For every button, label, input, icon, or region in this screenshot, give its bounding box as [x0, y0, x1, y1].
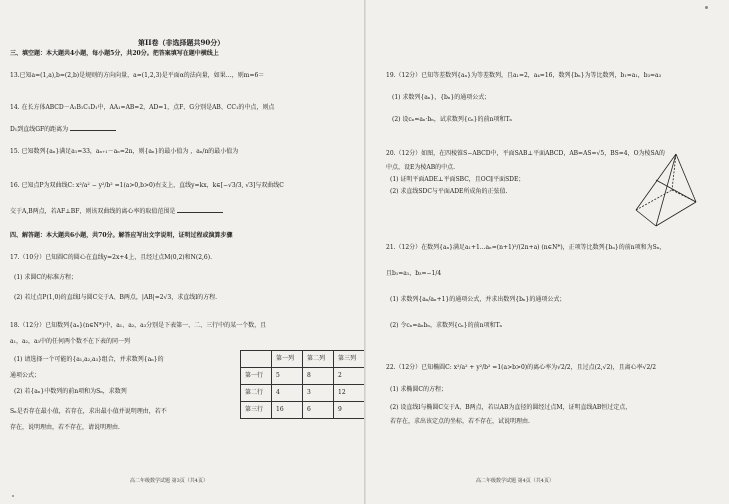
question-18-part2: (2) 若{aₙ}中数列的前n项和为Sₙ，求数列 [14, 388, 127, 395]
data-table [240, 350, 365, 419]
pyramid-figure [630, 150, 702, 236]
scan-speck [705, 6, 708, 9]
left-page [0, 0, 364, 504]
scan-speck [12, 495, 14, 497]
question-22: 22.（12分）已知椭圆C: x²/a² + y²/b² =1(a>b>0)的离心率为√2/2，且过点(2,√2)，且离心率√2/2 [386, 364, 657, 371]
table-header-row [241, 351, 365, 368]
table-cell: 2 [334, 368, 365, 385]
question-21-part2: (2) 令cₙ=aₙbₙ，求数列{cₙ}的前n项和Tₙ [390, 322, 503, 329]
question-18-part2-cont: Sₙ是否存在最小值，若存在，求出最小值并说明理由，若不 [10, 408, 167, 415]
question-21-line2: 且b₁=a₁，b₃=−1/4 [386, 270, 442, 277]
table-row [241, 402, 365, 419]
question-19-part1: (1) 求数列{aₙ}，{bₙ}的通项公式； [392, 94, 491, 101]
question-18-part1-cont: 通项公式； [10, 372, 41, 379]
table-cell: 5 [272, 368, 303, 385]
question-16-line2 [10, 206, 223, 216]
question-22-part2-cont: 若存在，求出该定点的坐标，若不存在，试说明理由. [390, 418, 530, 425]
question-14-text: D₁到直线GF的距离为 [10, 126, 69, 133]
table-cell: 6 [303, 402, 334, 419]
question-20-part2: (2) 求直线SDC与平面ADE所成角的正弦值. [390, 188, 508, 195]
question-19-part2: (2) 设cₙ=aₙ·bₙ，试求数列{cₙ}的前n项和Tₙ [392, 116, 512, 123]
question-22-part1: (1) 求椭圆C的方程； [390, 386, 447, 393]
table-header-cell: 第二列 [303, 351, 334, 368]
question-17-part1: (1) 求圆C的标准方程； [14, 274, 77, 281]
table-cell: 第三行 [241, 402, 272, 419]
table-cell: 9 [334, 402, 365, 419]
part4-heading: 四、解答题：本大题共6小题，共70分。解答应写出文字说明，证明过程或演算步骤 [10, 232, 233, 239]
question-19: 19.（12分）已知等差数列{aₙ}为等差数列，且a₁=2，a₄=16，数列{bₙ}为等比数列，b₁=a₁，b₃=a₃ [386, 72, 662, 79]
answer-blank [177, 206, 223, 213]
section-title: 第II卷（非选择题共90分） [138, 38, 225, 47]
question-15: 15. 已知数列{aₙ}满足a₁=33，aₙ₊₁－aₙ=2n，则{aₙ}的最小值为 ，aₙ/n的最小值为 [10, 148, 239, 155]
question-14-line1: 14. 在长方体ABCD－A₁B₁C₁D₁中，AA₁=AB=2，AD=1，点F、G分别是AB、CC₁的中点，则点 [10, 104, 275, 111]
right-page [366, 0, 729, 504]
table-header-cell [241, 351, 272, 368]
question-18-line2: a₁，a₂，a₃中的任何两个数不在下表的同一列 [10, 338, 130, 345]
table-cell: 3 [303, 385, 334, 402]
table-cell: 12 [334, 385, 365, 402]
question-20-line2: 中点，设E为棱AB的中点. [386, 164, 456, 171]
table-cell: 第二行 [241, 385, 272, 402]
table-row [241, 385, 365, 402]
part3-heading: 三、填空题：本大题共4小题，每小题5分，共20分。把答案填写在题中横线上 [10, 50, 219, 57]
question-13: 13.已知a=(1,a),b=(2,b)是规则的方向向量，a=(1,2,3)是平面α的法向量，如果…，则m=6＝ [10, 72, 265, 79]
question-20: 20.（12分）如图，在四棱锥S−ABCD中，平面SAB⊥平面ABCD，AB=AS=√5，BS=4，O为棱SA的 [386, 150, 665, 157]
table-header-cell: 第三列 [334, 351, 365, 368]
question-14-line2 [10, 124, 116, 134]
question-18: 18.（12分）已知数列{aₙ}(n∈N*)中，a₁，a₂，a₃分别是下表第一、二、三行中的某一个数，且 [10, 322, 267, 329]
question-20-part1: (1) 证明平面ADE⊥平面SBC，且OC∥平面SDE； [390, 176, 525, 183]
table-row [241, 368, 365, 385]
page-footer: 高二年级数学试题 第4页（共4页） [476, 478, 554, 484]
question-16-text: 交于A,B两点，若AF⊥BF，则该双曲线的离心率的取值范围是 [10, 208, 176, 215]
question-17-part2: (2) 若过点P(1,0)的直线l与圆C交于A、B两点，|AB|=2√3，求直线l的方程. [14, 294, 218, 301]
question-22-part2: (2) 设直线l与椭圆C交于A、B两点，若以AB为直径的圆经过点M，证明直线AB恒过定点， [390, 404, 632, 411]
table-header-cell: 第一列 [272, 351, 303, 368]
question-21-part1: (1) 求数列{aₙ/aₙ+1}的通项公式，并求出数列{bₙ}的通项公式； [390, 296, 566, 303]
table-cell: 8 [303, 368, 334, 385]
table-cell: 4 [272, 385, 303, 402]
question-18-part2-end: 存在，说明理由，若不存在，请说明理由. [10, 424, 120, 431]
table-cell: 16 [272, 402, 303, 419]
table-cell: 第一行 [241, 368, 272, 385]
answer-blank [70, 124, 116, 131]
question-16-line1: 16. 已知点P为双曲线C: x²/a² − y²/b² =1(a>0,b>0)右支上，直线y=kx，k∈[−√3/3, √3]与双曲线C [10, 182, 284, 189]
page-footer: 高二年级数学试题 第3页（共4页） [130, 478, 208, 484]
question-21: 21.（12分）在数列{aₙ}满足a₁+1...aₙ=(n+1)²/(2n+a) (n∈N*)，正项等比数列{bₙ}的前n项和为Sₙ， [386, 244, 666, 251]
question-18-part1: (1) 请选择一个可能的{a₁,a₂,a₃}组合，并求数列{aₙ}的 [14, 356, 164, 363]
question-17: 17.（10分）已知圆C的圆心在直线y=2x+4上，且经过点M(0,2)和N(2,6). [10, 254, 212, 261]
